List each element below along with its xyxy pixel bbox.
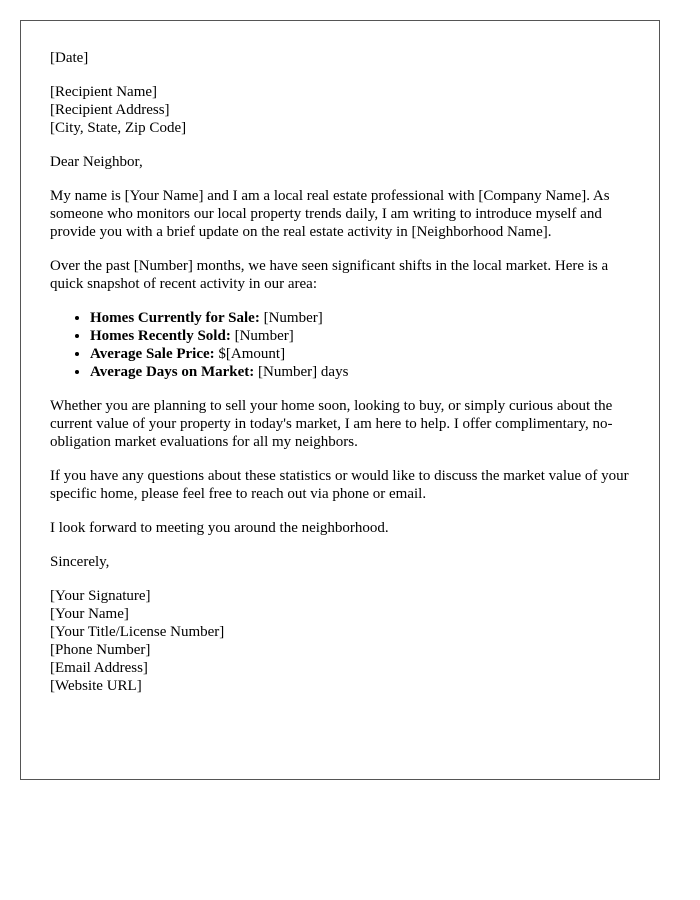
sender-phone: [Phone Number] bbox=[50, 642, 151, 658]
stat-value: [Number] days bbox=[254, 364, 349, 380]
signature: [Your Signature] bbox=[50, 588, 151, 604]
stat-value: [Number] bbox=[230, 328, 294, 344]
stat-item-homes-sold bbox=[90, 327, 640, 345]
stat-value: [Number] bbox=[259, 310, 323, 326]
sender-name: [Your Name] bbox=[50, 606, 129, 622]
salutation: Dear Neighbor, bbox=[50, 154, 143, 170]
letter-body bbox=[50, 49, 640, 711]
offer-paragraph: Whether you are planning to sell your home soon, looking to buy, or simply curious about the current value of your property in today's market, I am here to help. I offer complimentary, no-obligation market evaluations for all my neighbors. bbox=[50, 398, 613, 450]
sender-website: [Website URL] bbox=[50, 678, 142, 694]
recipient-address: [Recipient Address] bbox=[50, 102, 170, 118]
stat-label: Homes Currently for Sale: bbox=[90, 310, 260, 326]
stat-item-average-sale-price bbox=[90, 345, 640, 363]
stat-label: Homes Recently Sold: bbox=[90, 328, 231, 344]
sign-off: Sincerely, bbox=[50, 554, 110, 570]
market-stats-list bbox=[50, 309, 640, 381]
sender-email: [Email Address] bbox=[50, 660, 148, 676]
recipient-city-state-zip: [City, State, Zip Code] bbox=[50, 120, 187, 136]
recipient-name: [Recipient Name] bbox=[50, 84, 158, 100]
stat-label: Average Sale Price: bbox=[90, 346, 215, 362]
stat-item-average-days-on-market bbox=[90, 363, 640, 381]
stat-item-homes-for-sale bbox=[90, 309, 640, 327]
sender-title-license: [Your Title/License Number] bbox=[50, 624, 225, 640]
date-block bbox=[50, 49, 640, 67]
closing-paragraph: I look forward to meeting you around the neighborhood. bbox=[50, 520, 389, 536]
market-paragraph: Over the past [Number] months, we have seen significant shifts in the local market. Here is a quick snapshot of recent activity in our area: bbox=[50, 258, 609, 292]
questions-paragraph: If you have any questions about these statistics or would like to discuss the market value of your specific home, please feel free to reach out via phone or email. bbox=[50, 468, 629, 502]
letter-date: [Date] bbox=[50, 50, 89, 66]
signature-block bbox=[50, 587, 640, 695]
recipient-address-block bbox=[50, 83, 640, 137]
stat-value: $[Amount] bbox=[214, 346, 286, 362]
stat-label: Average Days on Market: bbox=[90, 364, 255, 380]
letter-page bbox=[20, 20, 660, 780]
intro-paragraph: My name is [Your Name] and I am a local real estate professional with [Company Name]. As someone who monitors our local property trends daily, I am writing to introduce myself and provide you with a brief update on the real estate activity in [Neighborhood Name]. bbox=[50, 188, 610, 240]
